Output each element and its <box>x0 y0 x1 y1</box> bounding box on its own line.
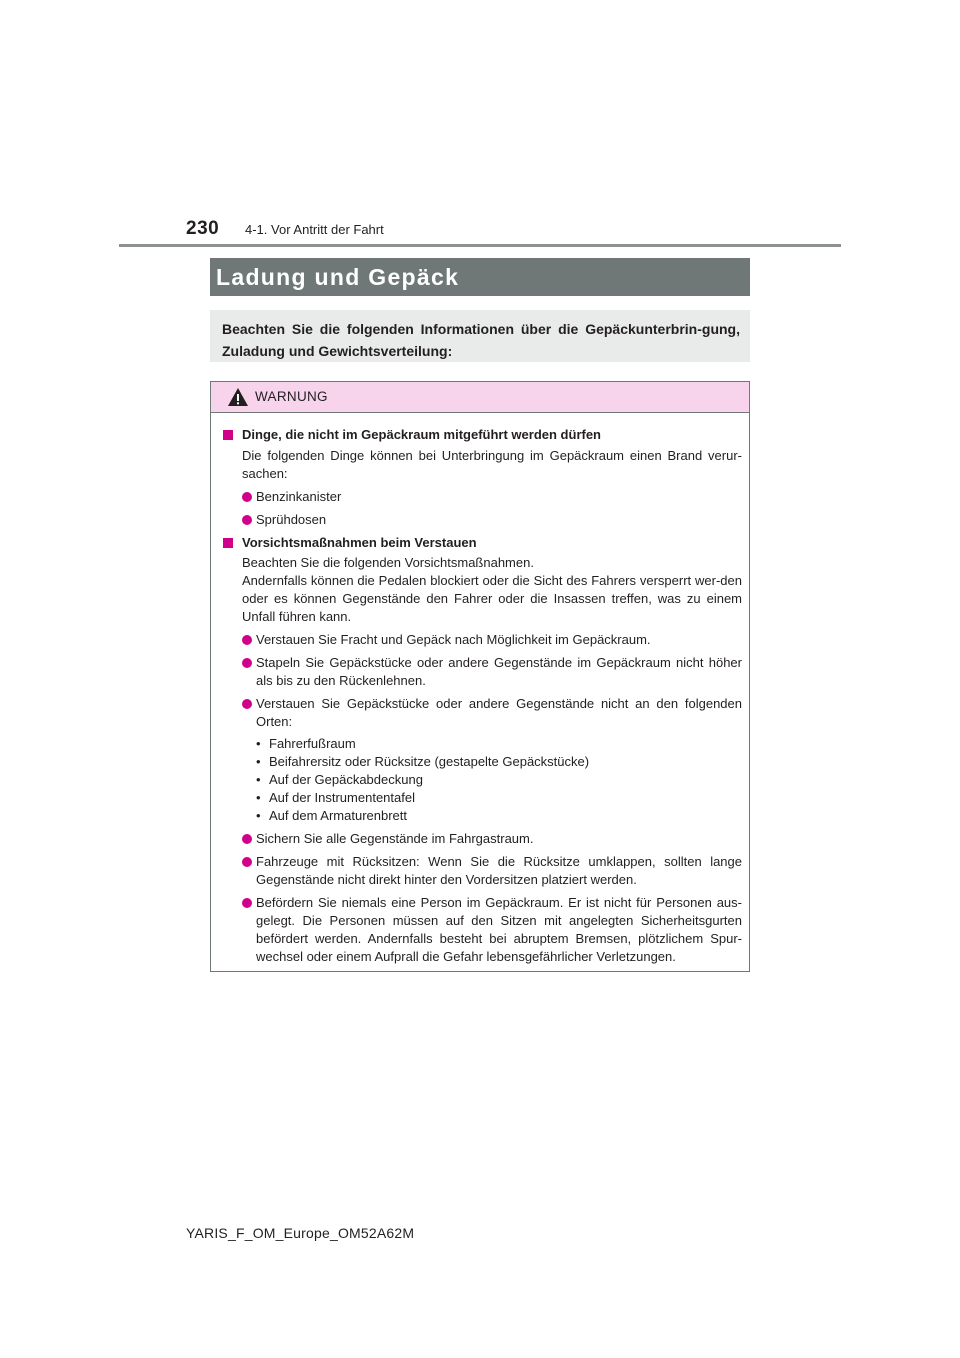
round-bullet-icon <box>242 635 252 645</box>
round-bullet-icon <box>242 658 252 668</box>
warning-header <box>211 382 749 413</box>
warning-body <box>211 413 749 971</box>
section-text: Andernfalls können die Pedalen blockiert oder die Sicht des Fahrers versperrt wer-den oder es können Gegenstände den Fahrer oder die Insassen treffen, was zu einem Unfall führen kann. <box>242 573 742 624</box>
warning-triangle-icon <box>227 387 249 407</box>
list-item: Befördern Sie niemals eine Person im Gepäckraum. Er ist nicht für Personen aus-gelegt. Die Personen müssen auf den Sitzen mit angelegten Sicherheitsgurten befördert werden. Andernfalls besteht bei abruptem Bremsen, plötzlichem Spur-wechsel oder einem Aufprall die Gefahr lebensgefährlicher Verletzungen. <box>242 894 742 966</box>
list-item: Verstauen Sie Fracht und Gepäck nach Möglichkeit im Gepäckraum. <box>242 631 742 649</box>
section-text: Beachten Sie die folgenden Vorsichtsmaßnahmen. <box>242 555 534 570</box>
round-bullet-icon <box>242 834 252 844</box>
list-item: Fahrzeuge mit Rücksitzen: Wenn Sie die Rücksitze umklappen, sollten lange Gegenstände nicht direkt hinter den Vordersitzen platziert werden. <box>242 853 742 889</box>
page-number: 230 <box>186 218 220 239</box>
list-item: • Auf der Gepäckabdeckung <box>256 771 742 789</box>
intro-text: Beachten Sie die folgenden Informationen über die Gepäckunterbrin-gung, Zuladung und Gewichtsverteilung: <box>210 310 750 362</box>
square-bullet-icon <box>223 538 233 548</box>
document-code-footer: YARIS_F_OM_Europe_OM52A62M <box>186 1225 415 1241</box>
list-item: Stapeln Sie Gepäckstücke oder andere Gegenstände im Gepäckraum nicht höher als bis zu den Rückenlehnen. <box>242 654 742 690</box>
warning-box <box>210 381 750 972</box>
list-item: Sprühdosen <box>242 511 742 529</box>
list-item: Verstauen Sie Gepäckstücke oder andere Gegenstände nicht an den folgenden Orten: <box>242 695 742 731</box>
section-heading: Vorsichtsmaßnahmen beim Verstauen <box>223 534 742 552</box>
page-title: Ladung und Gepäck <box>210 258 750 296</box>
list-item: • Auf der Instrumententafel <box>256 789 742 807</box>
list-item: Sichern Sie alle Gegenstände im Fahrgastraum. <box>242 830 742 848</box>
round-bullet-icon <box>242 857 252 867</box>
section-reference: 4-1. Vor Antritt der Fahrt <box>245 222 384 237</box>
list-item: • Fahrerfußraum <box>256 735 742 753</box>
location-list <box>256 735 742 825</box>
list-item: • Beifahrersitz oder Rücksitze (gestapelte Gepäckstücke) <box>256 753 742 771</box>
square-bullet-icon <box>223 430 233 440</box>
warning-title: WARNUNG <box>255 389 328 404</box>
round-bullet-icon <box>242 898 252 908</box>
round-bullet-icon <box>242 515 252 525</box>
round-bullet-icon <box>242 699 252 709</box>
section-text: Die folgenden Dinge können bei Unterbringung im Gepäckraum einen Brand verur-sachen: <box>242 448 742 481</box>
header-divider <box>119 244 841 247</box>
round-bullet-icon <box>242 492 252 502</box>
list-item: • Auf dem Armaturenbrett <box>256 807 742 825</box>
list-item: Benzinkanister <box>242 488 742 506</box>
section-heading: Dinge, die nicht im Gepäckraum mitgeführt werden dürfen <box>223 426 742 444</box>
